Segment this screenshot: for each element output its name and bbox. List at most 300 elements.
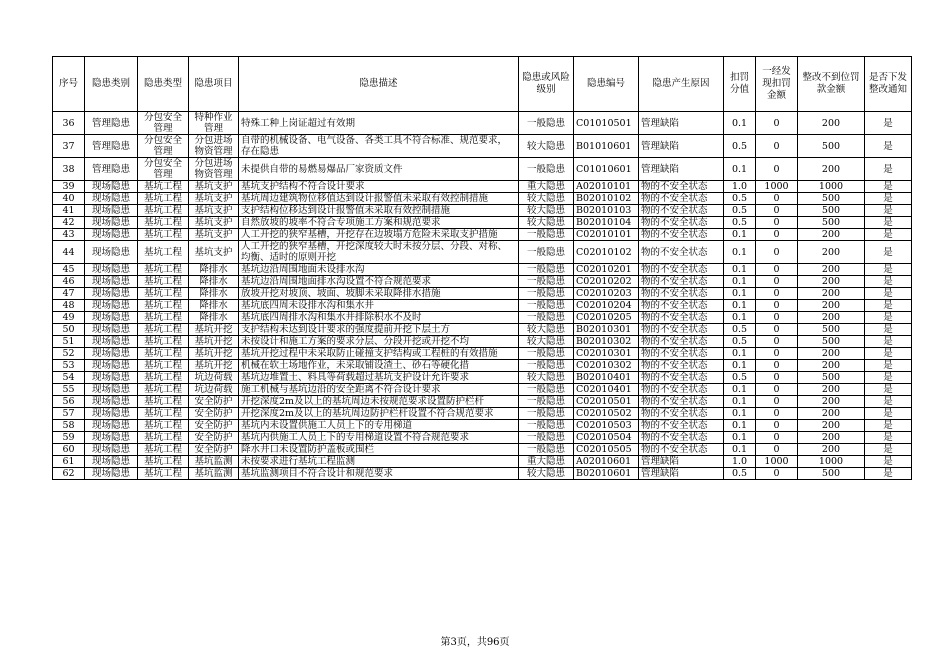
cell-penalty: 200 bbox=[798, 408, 865, 420]
cell-category: 现场隐患 bbox=[85, 193, 138, 205]
cell-code: C02010301 bbox=[574, 348, 639, 360]
cell-notice: 是 bbox=[865, 432, 912, 444]
col-header-cause: 隐患产生原因 bbox=[639, 57, 724, 112]
cell-level: 一般隐患 bbox=[519, 288, 574, 300]
cell-fine: 0 bbox=[756, 360, 798, 372]
cell-penalty: 200 bbox=[798, 444, 865, 456]
cell-type: 基坑工程 bbox=[138, 264, 189, 276]
cell-fine: 0 bbox=[756, 158, 798, 181]
cell-index: 60 bbox=[53, 444, 85, 456]
cell-points: 0.1 bbox=[724, 360, 756, 372]
cell-cause: 物的不安全状态 bbox=[639, 229, 724, 241]
cell-fine: 0 bbox=[756, 384, 798, 396]
cell-points: 0.1 bbox=[724, 348, 756, 360]
cell-cause: 物的不安全状态 bbox=[639, 444, 724, 456]
cell-fine: 0 bbox=[756, 372, 798, 384]
cell-level: 一般隐患 bbox=[519, 444, 574, 456]
cell-item: 安全防护 bbox=[189, 420, 239, 432]
cell-code: C01010601 bbox=[574, 158, 639, 181]
cell-fine: 1000 bbox=[756, 181, 798, 193]
cell-category: 现场隐患 bbox=[85, 384, 138, 396]
cell-category: 现场隐患 bbox=[85, 420, 138, 432]
cell-index: 55 bbox=[53, 384, 85, 396]
cell-code: A02010601 bbox=[574, 456, 639, 468]
cell-code: B02010104 bbox=[574, 217, 639, 229]
cell-code: C02010401 bbox=[574, 384, 639, 396]
cell-category: 现场隐患 bbox=[85, 408, 138, 420]
cell-notice: 是 bbox=[865, 205, 912, 217]
cell-index: 37 bbox=[53, 135, 85, 158]
cell-points: 0.5 bbox=[724, 372, 756, 384]
cell-notice: 是 bbox=[865, 468, 912, 480]
cell-description: 未按要求进行基坑工程监测 bbox=[239, 456, 519, 468]
col-header-points: 扣罚分值 bbox=[724, 57, 756, 112]
cell-type: 基坑工程 bbox=[138, 276, 189, 288]
cell-fine: 0 bbox=[756, 135, 798, 158]
cell-index: 53 bbox=[53, 360, 85, 372]
cell-cause: 物的不安全状态 bbox=[639, 360, 724, 372]
cell-points: 0.5 bbox=[724, 135, 756, 158]
cell-index: 36 bbox=[53, 112, 85, 135]
cell-category: 现场隐患 bbox=[85, 336, 138, 348]
cell-code: C02010204 bbox=[574, 300, 639, 312]
cell-type: 基坑工程 bbox=[138, 384, 189, 396]
cell-index: 40 bbox=[53, 193, 85, 205]
cell-index: 49 bbox=[53, 312, 85, 324]
cell-type: 分包安全管理 bbox=[138, 112, 189, 135]
cell-type: 基坑工程 bbox=[138, 432, 189, 444]
cell-cause: 物的不安全状态 bbox=[639, 193, 724, 205]
cell-item: 基坑监测 bbox=[189, 468, 239, 480]
table-row bbox=[53, 276, 912, 288]
col-header-index: 序号 bbox=[53, 57, 85, 112]
cell-level: 一般隐患 bbox=[519, 312, 574, 324]
cell-code: B02010601 bbox=[574, 468, 639, 480]
cell-notice: 是 bbox=[865, 348, 912, 360]
cell-item: 基坑支护 bbox=[189, 181, 239, 193]
cell-notice: 是 bbox=[865, 135, 912, 158]
cell-type: 分包安全管理 bbox=[138, 135, 189, 158]
cell-penalty: 200 bbox=[798, 432, 865, 444]
cell-level: 一般隐患 bbox=[519, 384, 574, 396]
col-header-code: 隐患编号 bbox=[574, 57, 639, 112]
cell-code: C02010201 bbox=[574, 264, 639, 276]
cell-notice: 是 bbox=[865, 241, 912, 264]
cell-penalty: 1000 bbox=[798, 456, 865, 468]
cell-category: 现场隐患 bbox=[85, 217, 138, 229]
cell-points: 0.1 bbox=[724, 264, 756, 276]
cell-cause: 物的不安全状态 bbox=[639, 336, 724, 348]
cell-level: 一般隐患 bbox=[519, 241, 574, 264]
cell-points: 0.1 bbox=[724, 241, 756, 264]
cell-points: 1.0 bbox=[724, 456, 756, 468]
cell-code: C02010302 bbox=[574, 360, 639, 372]
cell-item: 坑边荷载 bbox=[189, 372, 239, 384]
cell-cause: 物的不安全状态 bbox=[639, 264, 724, 276]
cell-fine: 0 bbox=[756, 312, 798, 324]
cell-fine: 0 bbox=[756, 348, 798, 360]
cell-notice: 是 bbox=[865, 420, 912, 432]
cell-item: 降排水 bbox=[189, 276, 239, 288]
cell-category: 现场隐患 bbox=[85, 372, 138, 384]
cell-notice: 是 bbox=[865, 288, 912, 300]
cell-level: 一般隐患 bbox=[519, 300, 574, 312]
table-row bbox=[53, 181, 912, 193]
cell-cause: 物的不安全状态 bbox=[639, 300, 724, 312]
cell-points: 0.1 bbox=[724, 300, 756, 312]
cell-description: 基坑内未设置供施工人员上下的专用梯道 bbox=[239, 420, 519, 432]
cell-category: 现场隐患 bbox=[85, 444, 138, 456]
cell-category: 现场隐患 bbox=[85, 205, 138, 217]
cell-index: 44 bbox=[53, 241, 85, 264]
cell-item: 安全防护 bbox=[189, 432, 239, 444]
cell-description: 支护结构未达到设计要求的强度提前开挖下层土方 bbox=[239, 324, 519, 336]
cell-fine: 0 bbox=[756, 420, 798, 432]
cell-code: C02010501 bbox=[574, 396, 639, 408]
cell-description: 自然放坡的坡率不符合专项施工方案和规范要求 bbox=[239, 217, 519, 229]
header-row bbox=[53, 57, 912, 112]
cell-points: 0.1 bbox=[724, 276, 756, 288]
cell-description: 人工开挖的狭窄基槽，开挖深度较大时未按分层、分段、对称、均衡、适时的原则开挖 bbox=[239, 241, 519, 264]
cell-cause: 物的不安全状态 bbox=[639, 408, 724, 420]
cell-cause: 物的不安全状态 bbox=[639, 241, 724, 264]
cell-index: 59 bbox=[53, 432, 85, 444]
cell-category: 现场隐患 bbox=[85, 241, 138, 264]
cell-index: 41 bbox=[53, 205, 85, 217]
cell-penalty: 500 bbox=[798, 193, 865, 205]
cell-item: 分包进场物资管理 bbox=[189, 158, 239, 181]
cell-level: 较大隐患 bbox=[519, 193, 574, 205]
cell-description: 基坑支护结构不符合设计要求 bbox=[239, 181, 519, 193]
table-row bbox=[53, 217, 912, 229]
cell-index: 47 bbox=[53, 288, 85, 300]
cell-points: 0.5 bbox=[724, 205, 756, 217]
cell-description: 基坑周边建筑物位移值达到设计报警值未采取有效控制措施 bbox=[239, 193, 519, 205]
cell-notice: 是 bbox=[865, 456, 912, 468]
cell-item: 降排水 bbox=[189, 264, 239, 276]
cell-cause: 管理缺陷 bbox=[639, 112, 724, 135]
cell-notice: 是 bbox=[865, 181, 912, 193]
cell-type: 基坑工程 bbox=[138, 288, 189, 300]
cell-index: 38 bbox=[53, 158, 85, 181]
cell-cause: 管理缺陷 bbox=[639, 468, 724, 480]
cell-penalty: 500 bbox=[798, 217, 865, 229]
cell-points: 0.1 bbox=[724, 444, 756, 456]
cell-index: 39 bbox=[53, 181, 85, 193]
cell-description: 基坑开挖过程中未采取防止碰撞支护结构或工程桩的有效措施 bbox=[239, 348, 519, 360]
cell-fine: 0 bbox=[756, 217, 798, 229]
cell-points: 0.1 bbox=[724, 408, 756, 420]
cell-item: 安全防护 bbox=[189, 444, 239, 456]
cell-cause: 物的不安全状态 bbox=[639, 348, 724, 360]
cell-index: 51 bbox=[53, 336, 85, 348]
cell-code: C02010102 bbox=[574, 241, 639, 264]
cell-category: 现场隐患 bbox=[85, 288, 138, 300]
cell-index: 48 bbox=[53, 300, 85, 312]
cell-code: C02010505 bbox=[574, 444, 639, 456]
cell-level: 一般隐患 bbox=[519, 229, 574, 241]
cell-points: 0.5 bbox=[724, 217, 756, 229]
cell-cause: 物的不安全状态 bbox=[639, 181, 724, 193]
cell-description: 放坡开挖对坡顶、坡面、坡脚未采取降排水措施 bbox=[239, 288, 519, 300]
cell-notice: 是 bbox=[865, 158, 912, 181]
cell-points: 0.1 bbox=[724, 229, 756, 241]
cell-category: 现场隐患 bbox=[85, 396, 138, 408]
cell-index: 50 bbox=[53, 324, 85, 336]
cell-item: 基坑开挖 bbox=[189, 348, 239, 360]
cell-category: 现场隐患 bbox=[85, 432, 138, 444]
table-row bbox=[53, 468, 912, 480]
table-row bbox=[53, 348, 912, 360]
cell-item: 降排水 bbox=[189, 300, 239, 312]
table-row bbox=[53, 135, 912, 158]
table-row bbox=[53, 360, 912, 372]
cell-category: 现场隐患 bbox=[85, 181, 138, 193]
cell-category: 现场隐患 bbox=[85, 468, 138, 480]
cell-points: 0.1 bbox=[724, 396, 756, 408]
cell-description: 未提供自带的易燃易爆品厂家资质文件 bbox=[239, 158, 519, 181]
cell-points: 0.5 bbox=[724, 324, 756, 336]
col-header-level: 隐患或风险级别 bbox=[519, 57, 574, 112]
cell-points: 0.1 bbox=[724, 420, 756, 432]
table-row bbox=[53, 408, 912, 420]
table-row bbox=[53, 158, 912, 181]
cell-description: 基坑边沿周围地面排水沟设置不符合规范要求 bbox=[239, 276, 519, 288]
cell-cause: 物的不安全状态 bbox=[639, 384, 724, 396]
cell-points: 0.1 bbox=[724, 432, 756, 444]
cell-penalty: 200 bbox=[798, 276, 865, 288]
cell-code: B02010301 bbox=[574, 324, 639, 336]
col-header-description: 隐患描述 bbox=[239, 57, 519, 112]
cell-notice: 是 bbox=[865, 408, 912, 420]
cell-description: 基坑边沿周围地面未设排水沟 bbox=[239, 264, 519, 276]
cell-index: 61 bbox=[53, 456, 85, 468]
cell-penalty: 1000 bbox=[798, 181, 865, 193]
cell-notice: 是 bbox=[865, 444, 912, 456]
cell-description: 基坑监测项目不符合设计和规范要求 bbox=[239, 468, 519, 480]
cell-cause: 物的不安全状态 bbox=[639, 372, 724, 384]
cell-description: 开挖深度2m及以上的基坑周边未按规范要求设置防护栏杆 bbox=[239, 396, 519, 408]
cell-fine: 0 bbox=[756, 112, 798, 135]
cell-type: 分包安全管理 bbox=[138, 158, 189, 181]
hazard-table bbox=[52, 56, 912, 480]
cell-level: 一般隐患 bbox=[519, 158, 574, 181]
cell-item: 基坑支护 bbox=[189, 217, 239, 229]
cell-cause: 管理缺陷 bbox=[639, 158, 724, 181]
cell-category: 现场隐患 bbox=[85, 229, 138, 241]
cell-description: 基坑内供施工人员上下的专用梯道设置不符合规范要求 bbox=[239, 432, 519, 444]
cell-penalty: 200 bbox=[798, 288, 865, 300]
cell-cause: 管理缺陷 bbox=[639, 456, 724, 468]
cell-penalty: 200 bbox=[798, 396, 865, 408]
cell-index: 62 bbox=[53, 468, 85, 480]
page-footer: 第3页，共96页 bbox=[440, 637, 510, 648]
cell-type: 基坑工程 bbox=[138, 300, 189, 312]
cell-code: B02010102 bbox=[574, 193, 639, 205]
cell-points: 0.5 bbox=[724, 336, 756, 348]
cell-penalty: 200 bbox=[798, 360, 865, 372]
cell-category: 现场隐患 bbox=[85, 456, 138, 468]
cell-type: 基坑工程 bbox=[138, 360, 189, 372]
cell-type: 基坑工程 bbox=[138, 420, 189, 432]
cell-item: 特种作业管理 bbox=[189, 112, 239, 135]
table-row bbox=[53, 420, 912, 432]
cell-type: 基坑工程 bbox=[138, 217, 189, 229]
table-row bbox=[53, 372, 912, 384]
cell-fine: 0 bbox=[756, 336, 798, 348]
cell-item: 坑边荷载 bbox=[189, 384, 239, 396]
cell-type: 基坑工程 bbox=[138, 444, 189, 456]
cell-index: 58 bbox=[53, 420, 85, 432]
table-row bbox=[53, 300, 912, 312]
cell-description: 自带的机械设备、电气设备、各类工具不符合标准、规范要求，存在隐患 bbox=[239, 135, 519, 158]
cell-notice: 是 bbox=[865, 217, 912, 229]
cell-item: 基坑开挖 bbox=[189, 336, 239, 348]
cell-type: 基坑工程 bbox=[138, 336, 189, 348]
cell-notice: 是 bbox=[865, 324, 912, 336]
cell-code: B02010103 bbox=[574, 205, 639, 217]
table-row bbox=[53, 112, 912, 135]
cell-index: 42 bbox=[53, 217, 85, 229]
cell-description: 基坑底四周未设排水沟和集水井 bbox=[239, 300, 519, 312]
cell-item: 分包进场物资管理 bbox=[189, 135, 239, 158]
cell-cause: 物的不安全状态 bbox=[639, 217, 724, 229]
cell-type: 基坑工程 bbox=[138, 181, 189, 193]
cell-notice: 是 bbox=[865, 229, 912, 241]
cell-penalty: 200 bbox=[798, 420, 865, 432]
cell-index: 46 bbox=[53, 276, 85, 288]
cell-item: 基坑监测 bbox=[189, 456, 239, 468]
cell-level: 重大隐患 bbox=[519, 456, 574, 468]
cell-code: C02010504 bbox=[574, 432, 639, 444]
cell-description: 特殊工种上岗证超过有效期 bbox=[239, 112, 519, 135]
cell-notice: 是 bbox=[865, 396, 912, 408]
table-row bbox=[53, 432, 912, 444]
col-header-category: 隐患类别 bbox=[85, 57, 138, 112]
cell-item: 基坑支护 bbox=[189, 205, 239, 217]
cell-cause: 物的不安全状态 bbox=[639, 288, 724, 300]
cell-points: 0.5 bbox=[724, 468, 756, 480]
cell-type: 基坑工程 bbox=[138, 396, 189, 408]
cell-fine: 0 bbox=[756, 264, 798, 276]
cell-points: 0.1 bbox=[724, 288, 756, 300]
cell-type: 基坑工程 bbox=[138, 241, 189, 264]
cell-description: 支护结构位移达到设计报警值未采取有效控制措施 bbox=[239, 205, 519, 217]
cell-category: 现场隐患 bbox=[85, 264, 138, 276]
col-header-fine: 一经发现扣罚金额 bbox=[756, 57, 798, 112]
cell-level: 较大隐患 bbox=[519, 324, 574, 336]
cell-fine: 0 bbox=[756, 205, 798, 217]
cell-points: 0.1 bbox=[724, 158, 756, 181]
cell-notice: 是 bbox=[865, 112, 912, 135]
cell-description: 基坑边堆置土、料具等荷载超过基坑支护设计允许要求 bbox=[239, 372, 519, 384]
cell-cause: 管理缺陷 bbox=[639, 135, 724, 158]
cell-code: C02010205 bbox=[574, 312, 639, 324]
cell-fine: 0 bbox=[756, 396, 798, 408]
cell-item: 基坑开挖 bbox=[189, 360, 239, 372]
cell-level: 较大隐患 bbox=[519, 217, 574, 229]
cell-penalty: 500 bbox=[798, 205, 865, 217]
cell-fine: 0 bbox=[756, 444, 798, 456]
cell-level: 一般隐患 bbox=[519, 112, 574, 135]
table-row bbox=[53, 384, 912, 396]
cell-fine: 0 bbox=[756, 193, 798, 205]
cell-notice: 是 bbox=[865, 360, 912, 372]
cell-notice: 是 bbox=[865, 312, 912, 324]
cell-penalty: 500 bbox=[798, 468, 865, 480]
cell-item: 基坑支护 bbox=[189, 229, 239, 241]
cell-description: 人工开挖的狭窄基槽，开挖存在边坡塌方危险未采取支护措施 bbox=[239, 229, 519, 241]
cell-index: 56 bbox=[53, 396, 85, 408]
cell-fine: 0 bbox=[756, 288, 798, 300]
cell-points: 0.1 bbox=[724, 112, 756, 135]
cell-level: 较大隐患 bbox=[519, 336, 574, 348]
cell-category: 管理隐患 bbox=[85, 135, 138, 158]
cell-level: 重大隐患 bbox=[519, 181, 574, 193]
cell-type: 基坑工程 bbox=[138, 193, 189, 205]
cell-cause: 物的不安全状态 bbox=[639, 312, 724, 324]
cell-penalty: 200 bbox=[798, 384, 865, 396]
cell-notice: 是 bbox=[865, 276, 912, 288]
cell-level: 一般隐患 bbox=[519, 420, 574, 432]
cell-code: C02010203 bbox=[574, 288, 639, 300]
cell-type: 基坑工程 bbox=[138, 372, 189, 384]
cell-points: 0.1 bbox=[724, 312, 756, 324]
cell-fine: 0 bbox=[756, 229, 798, 241]
cell-cause: 物的不安全状态 bbox=[639, 432, 724, 444]
cell-level: 一般隐患 bbox=[519, 432, 574, 444]
table-row bbox=[53, 193, 912, 205]
cell-fine: 0 bbox=[756, 432, 798, 444]
cell-type: 基坑工程 bbox=[138, 229, 189, 241]
cell-description: 未按设计和施工方案的要求分层、分段开挖或开挖不均 bbox=[239, 336, 519, 348]
col-header-penalty: 整改不到位罚款金额 bbox=[798, 57, 865, 112]
cell-code: A02010101 bbox=[574, 181, 639, 193]
table-row bbox=[53, 205, 912, 217]
cell-level: 较大隐患 bbox=[519, 372, 574, 384]
table-row bbox=[53, 324, 912, 336]
cell-notice: 是 bbox=[865, 372, 912, 384]
cell-penalty: 200 bbox=[798, 348, 865, 360]
cell-cause: 物的不安全状态 bbox=[639, 396, 724, 408]
cell-cause: 物的不安全状态 bbox=[639, 276, 724, 288]
cell-code: B02010401 bbox=[574, 372, 639, 384]
cell-fine: 0 bbox=[756, 276, 798, 288]
cell-index: 57 bbox=[53, 408, 85, 420]
cell-item: 基坑支护 bbox=[189, 193, 239, 205]
cell-level: 一般隐患 bbox=[519, 276, 574, 288]
cell-level: 一般隐患 bbox=[519, 348, 574, 360]
cell-level: 较大隐患 bbox=[519, 135, 574, 158]
cell-notice: 是 bbox=[865, 300, 912, 312]
cell-description: 开挖深度2m及以上的基坑周边防护栏杆设置不符合规范要求 bbox=[239, 408, 519, 420]
cell-points: 1.0 bbox=[724, 181, 756, 193]
table-row bbox=[53, 396, 912, 408]
cell-cause: 物的不安全状态 bbox=[639, 324, 724, 336]
cell-fine: 0 bbox=[756, 408, 798, 420]
cell-index: 52 bbox=[53, 348, 85, 360]
cell-penalty: 200 bbox=[798, 241, 865, 264]
table-row bbox=[53, 264, 912, 276]
cell-penalty: 500 bbox=[798, 336, 865, 348]
cell-code: B02010302 bbox=[574, 336, 639, 348]
cell-level: 较大隐患 bbox=[519, 205, 574, 217]
cell-category: 现场隐患 bbox=[85, 348, 138, 360]
cell-level: 一般隐患 bbox=[519, 360, 574, 372]
table-row bbox=[53, 241, 912, 264]
cell-notice: 是 bbox=[865, 193, 912, 205]
table-row bbox=[53, 336, 912, 348]
